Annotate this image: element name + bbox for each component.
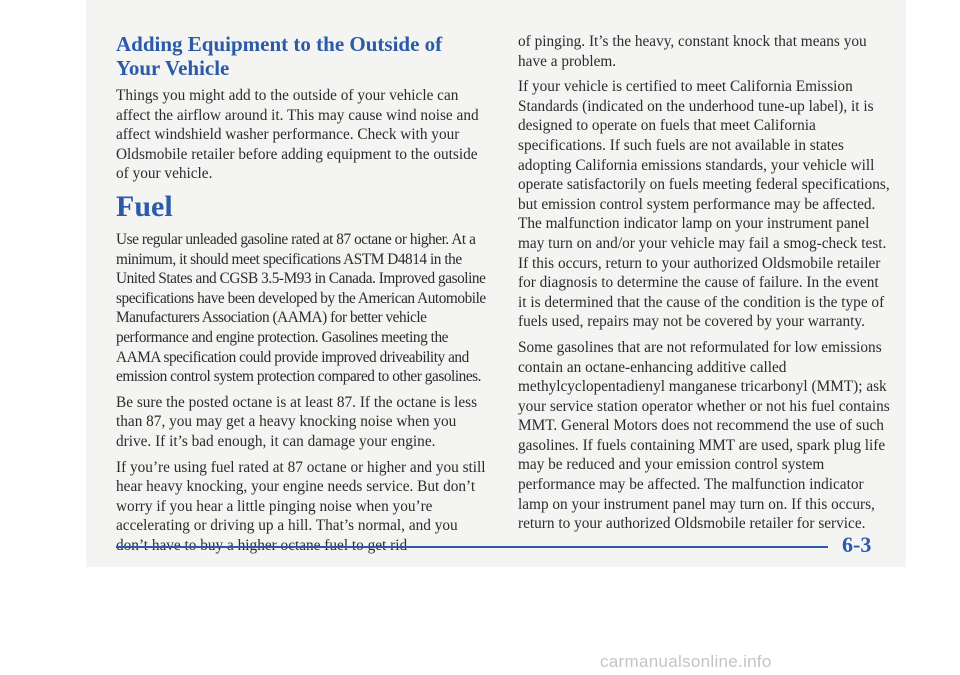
left-column xyxy=(116,32,488,561)
section-heading-fuel: Fuel xyxy=(116,189,173,223)
paragraph-california-emissions: If your vehicle is certified to meet California Emission Standards (indicated on the underhood tune-up label), it is designed to operate on fuels that meet California specifications. If such fuels are not available in states adopting California emissions standards, your vehicle will operate satisfactorily on fuels meeting federal specifications, but emission control system performance may be affected. The malfunction indicator lamp on your instrument panel may turn on and/or your vehicle may fail a smog-check test. If this occurs, return to your authorized Oldsmobile retailer for diagnosis to determine the cause of failure. In the event it is determined that the cause of the condition is the type of fuels used, repairs may not be covered by your warranty. xyxy=(518,78,890,331)
section-heading-adding-equipment xyxy=(116,32,488,80)
paragraph-octane-warning: Be sure the posted octane is at least 87. If the octane is less than 87, you may get a heavy knocking noise when you drive. If it’s bad enough, it can damage your engine. xyxy=(116,393,478,450)
heading-line-2: Your Vehicle xyxy=(116,56,230,80)
heading-line-1: Adding Equipment to the Outside of xyxy=(116,32,443,56)
paragraph-pinging-continued: of pinging. It’s the heavy, constant knock that means you have a problem. xyxy=(518,33,867,70)
footer-rule xyxy=(116,546,828,548)
paragraph-knocking: If you’re using fuel rated at 87 octane or higher and you still hear heavy knocking, your engine needs service. But don’t worry if you hear a little pinging noise when you’re accelerating or driving up a hill. That’s normal, and you xyxy=(116,458,486,535)
watermark-text: carmanualsonline.info xyxy=(600,652,772,671)
right-column xyxy=(518,32,890,540)
paragraph-adding-equipment: Things you might add to the outside of your vehicle can affect the airflow around it. This may cause wind noise and affect windshield washer performance. Check with your Oldsmobile retailer before adding equipment to the outside of your vehicle. xyxy=(116,87,479,183)
paragraph-fuel-specifications: Use regular unleaded gasoline rated at 87 octane or higher. At a minimum, it should meet specifications ASTM D4814 in the United States and CGSB 3.5-M93 in Canada. Improved gasoline specifications have been developed by the American Automobile Manufacturers Association (AAMA) for better vehicle performance and engine protection. Gasolines meeting the AAMA specification could provide improved driveability and emission control system protection compared to other gasolines. xyxy=(116,230,486,386)
paragraph-mmt-additive: Some gasolines that are not reformulated for low emissions contain an octane-enhancing additive called methylcyclopentadienyl manganese tricarbonyl (MMT); ask your service station operator whether or not his fuel contains MMT. General Motors does not recommend the use of such gasolines. If fuels containing MMT are used, spark plug life may be reduced and your emission control system performance may be affected. The malfunction indicator lamp on your instrument panel may turn on. If this occurs, return to your authorized Oldsmobile retailer for service. xyxy=(518,338,890,533)
page-number: 6-3 xyxy=(842,532,872,557)
